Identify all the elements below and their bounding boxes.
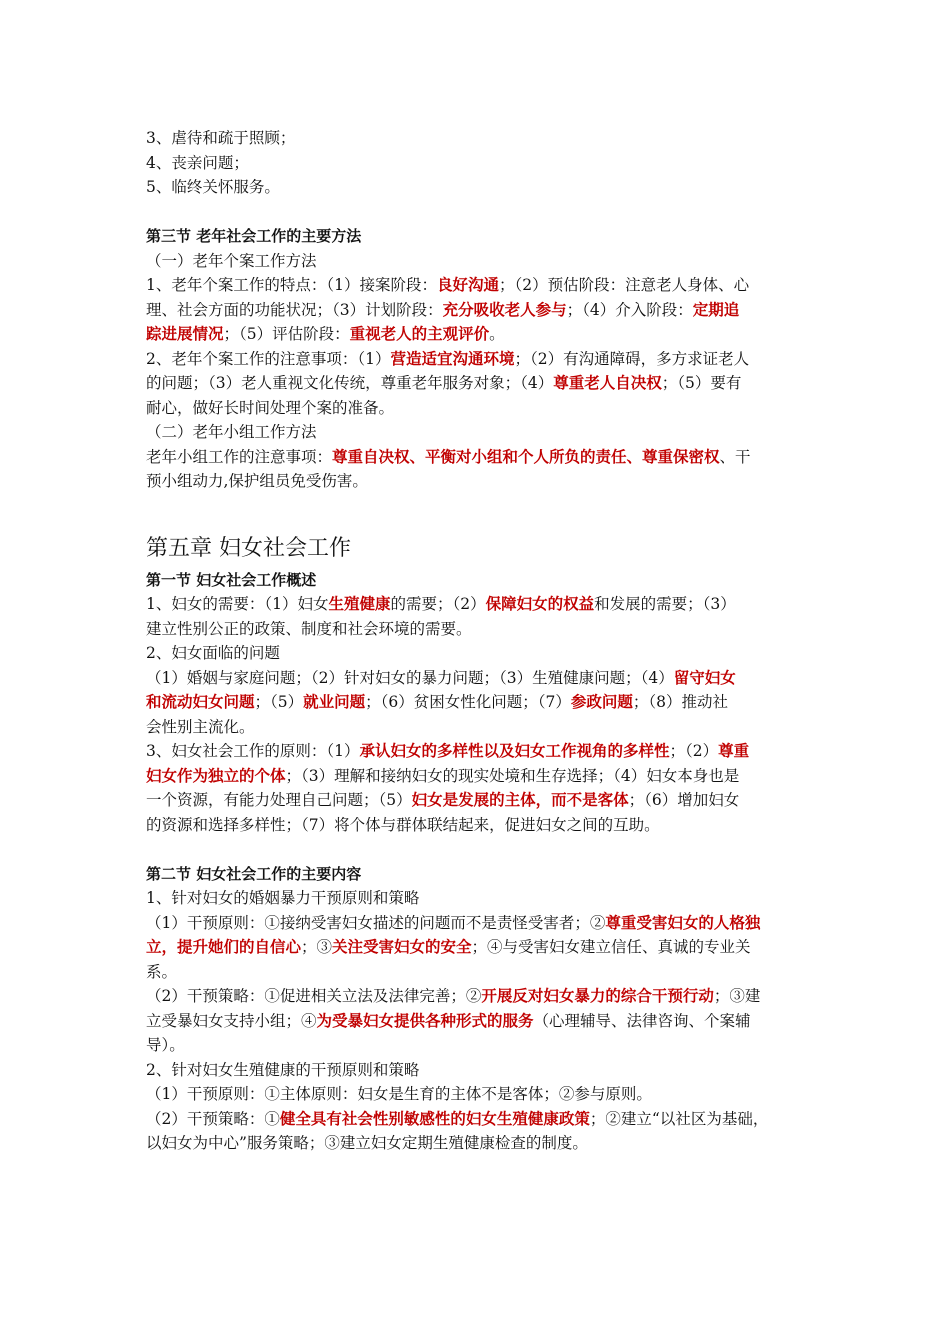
section-heading [146,568,810,593]
highlighted-text: 妇女作为独立的个体 [146,766,286,785]
text-segment: 2、针对妇女生殖健康的干预原则和策略 [146,1060,420,1079]
text-line [146,298,810,323]
text-segment: 。 [489,325,505,343]
highlighted-text: 承认妇女的多样性以及妇女工作视角的多样性 [359,742,670,760]
text-segment: ；（3）理解和接纳妇女的现实处境和生存选择；（4）妇女本身也是 [285,766,740,785]
highlighted-text: 良好沟通 [436,276,499,294]
text-segment: ；②建立“以社区为基础， [589,1109,769,1128]
text-line [146,592,810,617]
text-segment: ；（2）预估阶段：注意老人身体、心 [499,276,750,294]
text-segment: ；（6）增加妇女 [628,791,740,809]
text-segment: ；④与受害妇女建立信任、真诚的专业关 [471,938,751,956]
text-segment: 5、临终关怀服务。 [146,178,280,196]
text-segment: ；（2）有沟通障碍，多方求证老人 [514,349,750,368]
text-segment: 的需要；（2） [390,595,486,613]
text-segment: 第五章 妇女社会工作 [146,535,351,561]
highlighted-text: 尊重 [718,742,750,760]
text-line [146,984,810,1009]
text-segment: ；（5）评估阶段： [223,325,350,343]
text-segment: （二）老年小组工作方法 [146,423,317,441]
highlighted-text: 就业问题 [303,693,366,711]
text-segment: ；（8）推动社 [632,693,729,711]
text-line [146,420,810,445]
text-line [146,469,810,494]
text-line [146,126,810,151]
text-segment: ；（6）贫困女性化问题；（7） [365,693,571,711]
text-segment: ；（4）介入阶段： [566,300,693,319]
text-segment: 会性别主流化。 [146,717,255,736]
text-segment: 建立性别公正的政策、制度和社会环境的需要。 [146,619,472,638]
text-line [146,396,810,421]
highlighted-text: 关注受害妇女的安全 [332,938,472,956]
text-segment: （一）老年个案工作方法 [146,251,317,270]
highlighted-text: 定期追 [692,300,740,319]
highlighted-text: 保障妇女的权益 [485,595,595,613]
text-line [146,813,810,838]
highlighted-text: 为受暴妇女提供各种形式的服务 [316,1011,534,1030]
text-segment: 的问题；（3）老人重视文化传统，尊重老年服务对象；（4） [146,374,554,392]
text-line [146,886,810,911]
text-line [146,764,810,789]
highlighted-text: 留守妇女 [673,668,736,687]
text-segment: 立受暴妇女支持小组；④ [146,1011,317,1030]
text-line [146,666,810,691]
text-line [146,739,810,764]
text-segment: （1）干预原则：①主体原则：妇女是生育的主体不是客体；②参与原则。 [146,1085,652,1103]
text-segment: ；（5） [254,693,304,711]
highlighted-text: 妇女是发展的主体，而不是客体 [411,791,629,809]
text-segment: （2）干预策略：①促进相关立法及法律完善；② [146,987,482,1005]
text-segment: ；（2） [669,742,719,760]
highlighted-text: 立，提升她们的自信心 [146,938,302,956]
highlighted-text: 尊重自决权、平衡对小组和个人所负的责任、尊重保密权 [332,447,720,466]
text-line [146,175,810,200]
text-segment: 1、老年个案工作的特点：（1）接案阶段： [146,276,437,294]
highlighted-text: 营造适宜沟通环境 [390,349,515,368]
text-line [146,935,810,960]
text-line [146,249,810,274]
text-line [146,690,810,715]
highlighted-text: 尊重老人自决权 [553,374,662,392]
text-line [146,617,810,642]
text-line [146,1033,810,1058]
text-line [146,788,810,813]
text-line [146,347,810,372]
text-line [146,445,810,470]
text-segment: 第二节 妇女社会工作的主要内容 [146,864,362,883]
text-segment: 老年小组工作的注意事项： [146,447,333,466]
text-segment: 2、妇女面临的问题 [146,644,280,662]
text-segment: 2、老年个案工作的注意事项：（1） [146,349,391,368]
text-segment: ；（5）要有 [661,374,742,392]
section-heading [146,224,810,249]
text-segment: 第三节 老年社会工作的主要方法 [146,227,362,245]
text-segment: 预小组动力,保护组员免受伤害。 [146,472,368,490]
text-segment: （1）婚姻与家庭问题；（2）针对妇女的暴力问题；（3）生殖健康问题；（4） [146,668,674,687]
highlighted-text: 参政问题 [570,693,633,711]
text-segment: 系。 [146,962,178,981]
text-segment: 1、针对妇女的婚姻暴力干预原则和策略 [146,889,420,907]
text-segment: 1、妇女的需要：（1）妇女 [146,595,329,613]
text-line [146,273,810,298]
text-line [146,151,810,176]
text-line [146,911,810,936]
text-segment: 、干 [719,447,751,466]
text-segment: （2）干预策略：① [146,1109,280,1128]
text-segment: 以妇女为中心”服务策略；③建立妇女定期生殖健康检查的制度。 [146,1134,588,1152]
text-segment: 耐心，做好长时间处理个案的准备。 [146,398,395,417]
text-line [146,322,810,347]
highlighted-text: 生殖健康 [328,595,391,613]
highlighted-text: 和流动妇女问题 [146,693,255,711]
text-segment: 和发展的需要；（3） [594,595,736,613]
text-line [146,1082,810,1107]
text-line [146,1009,810,1034]
text-segment: 3、妇女社会工作的原则：（1） [146,742,360,760]
highlighted-text: 开展反对妇女暴力的综合干预行动 [481,987,714,1005]
text-segment: 第一节 妇女社会工作概述 [146,570,317,589]
text-line [146,960,810,985]
text-segment: ；③建 [713,987,761,1005]
chapter-heading [146,532,810,566]
highlighted-text: 踪进展情况 [146,325,224,343]
highlighted-text: 健全具有社会性别敏感性的妇女生殖健康政策 [279,1109,590,1128]
highlighted-text: 重视老人的主观评价 [349,325,490,343]
spacer [146,494,810,528]
text-segment: 一个资源，有能力处理自己问题；（5） [146,791,412,809]
text-line [146,715,810,740]
text-line [146,641,810,666]
text-line [146,1058,810,1083]
text-segment: 理、社会方面的功能状况；（3）计划阶段： [146,300,443,319]
highlighted-text: 尊重受害妇女的人格独 [605,913,761,932]
text-line [146,1107,810,1132]
text-segment: 3、虐待和疏于照顾； [146,129,296,147]
text-line [146,1131,810,1156]
text-segment: （心理辅导、法律咨询、个案辅 [533,1011,751,1030]
spacer [146,200,810,225]
text-segment: （1）干预原则：①接纳受害妇女描述的问题而不是责怪受害者；② [146,913,606,932]
document-body [146,126,810,1156]
text-segment: 导）。 [146,1036,185,1054]
text-line [146,371,810,396]
highlighted-text: 充分吸收老人参与 [442,300,567,319]
spacer [146,837,810,862]
text-segment: ；③ [301,938,333,956]
section-heading [146,862,810,887]
text-segment: 4、丧亲问题； [146,153,249,172]
text-segment: 的资源和选择多样性；（7）将个体与群体联结起来，促进妇女之间的互助。 [146,815,660,834]
